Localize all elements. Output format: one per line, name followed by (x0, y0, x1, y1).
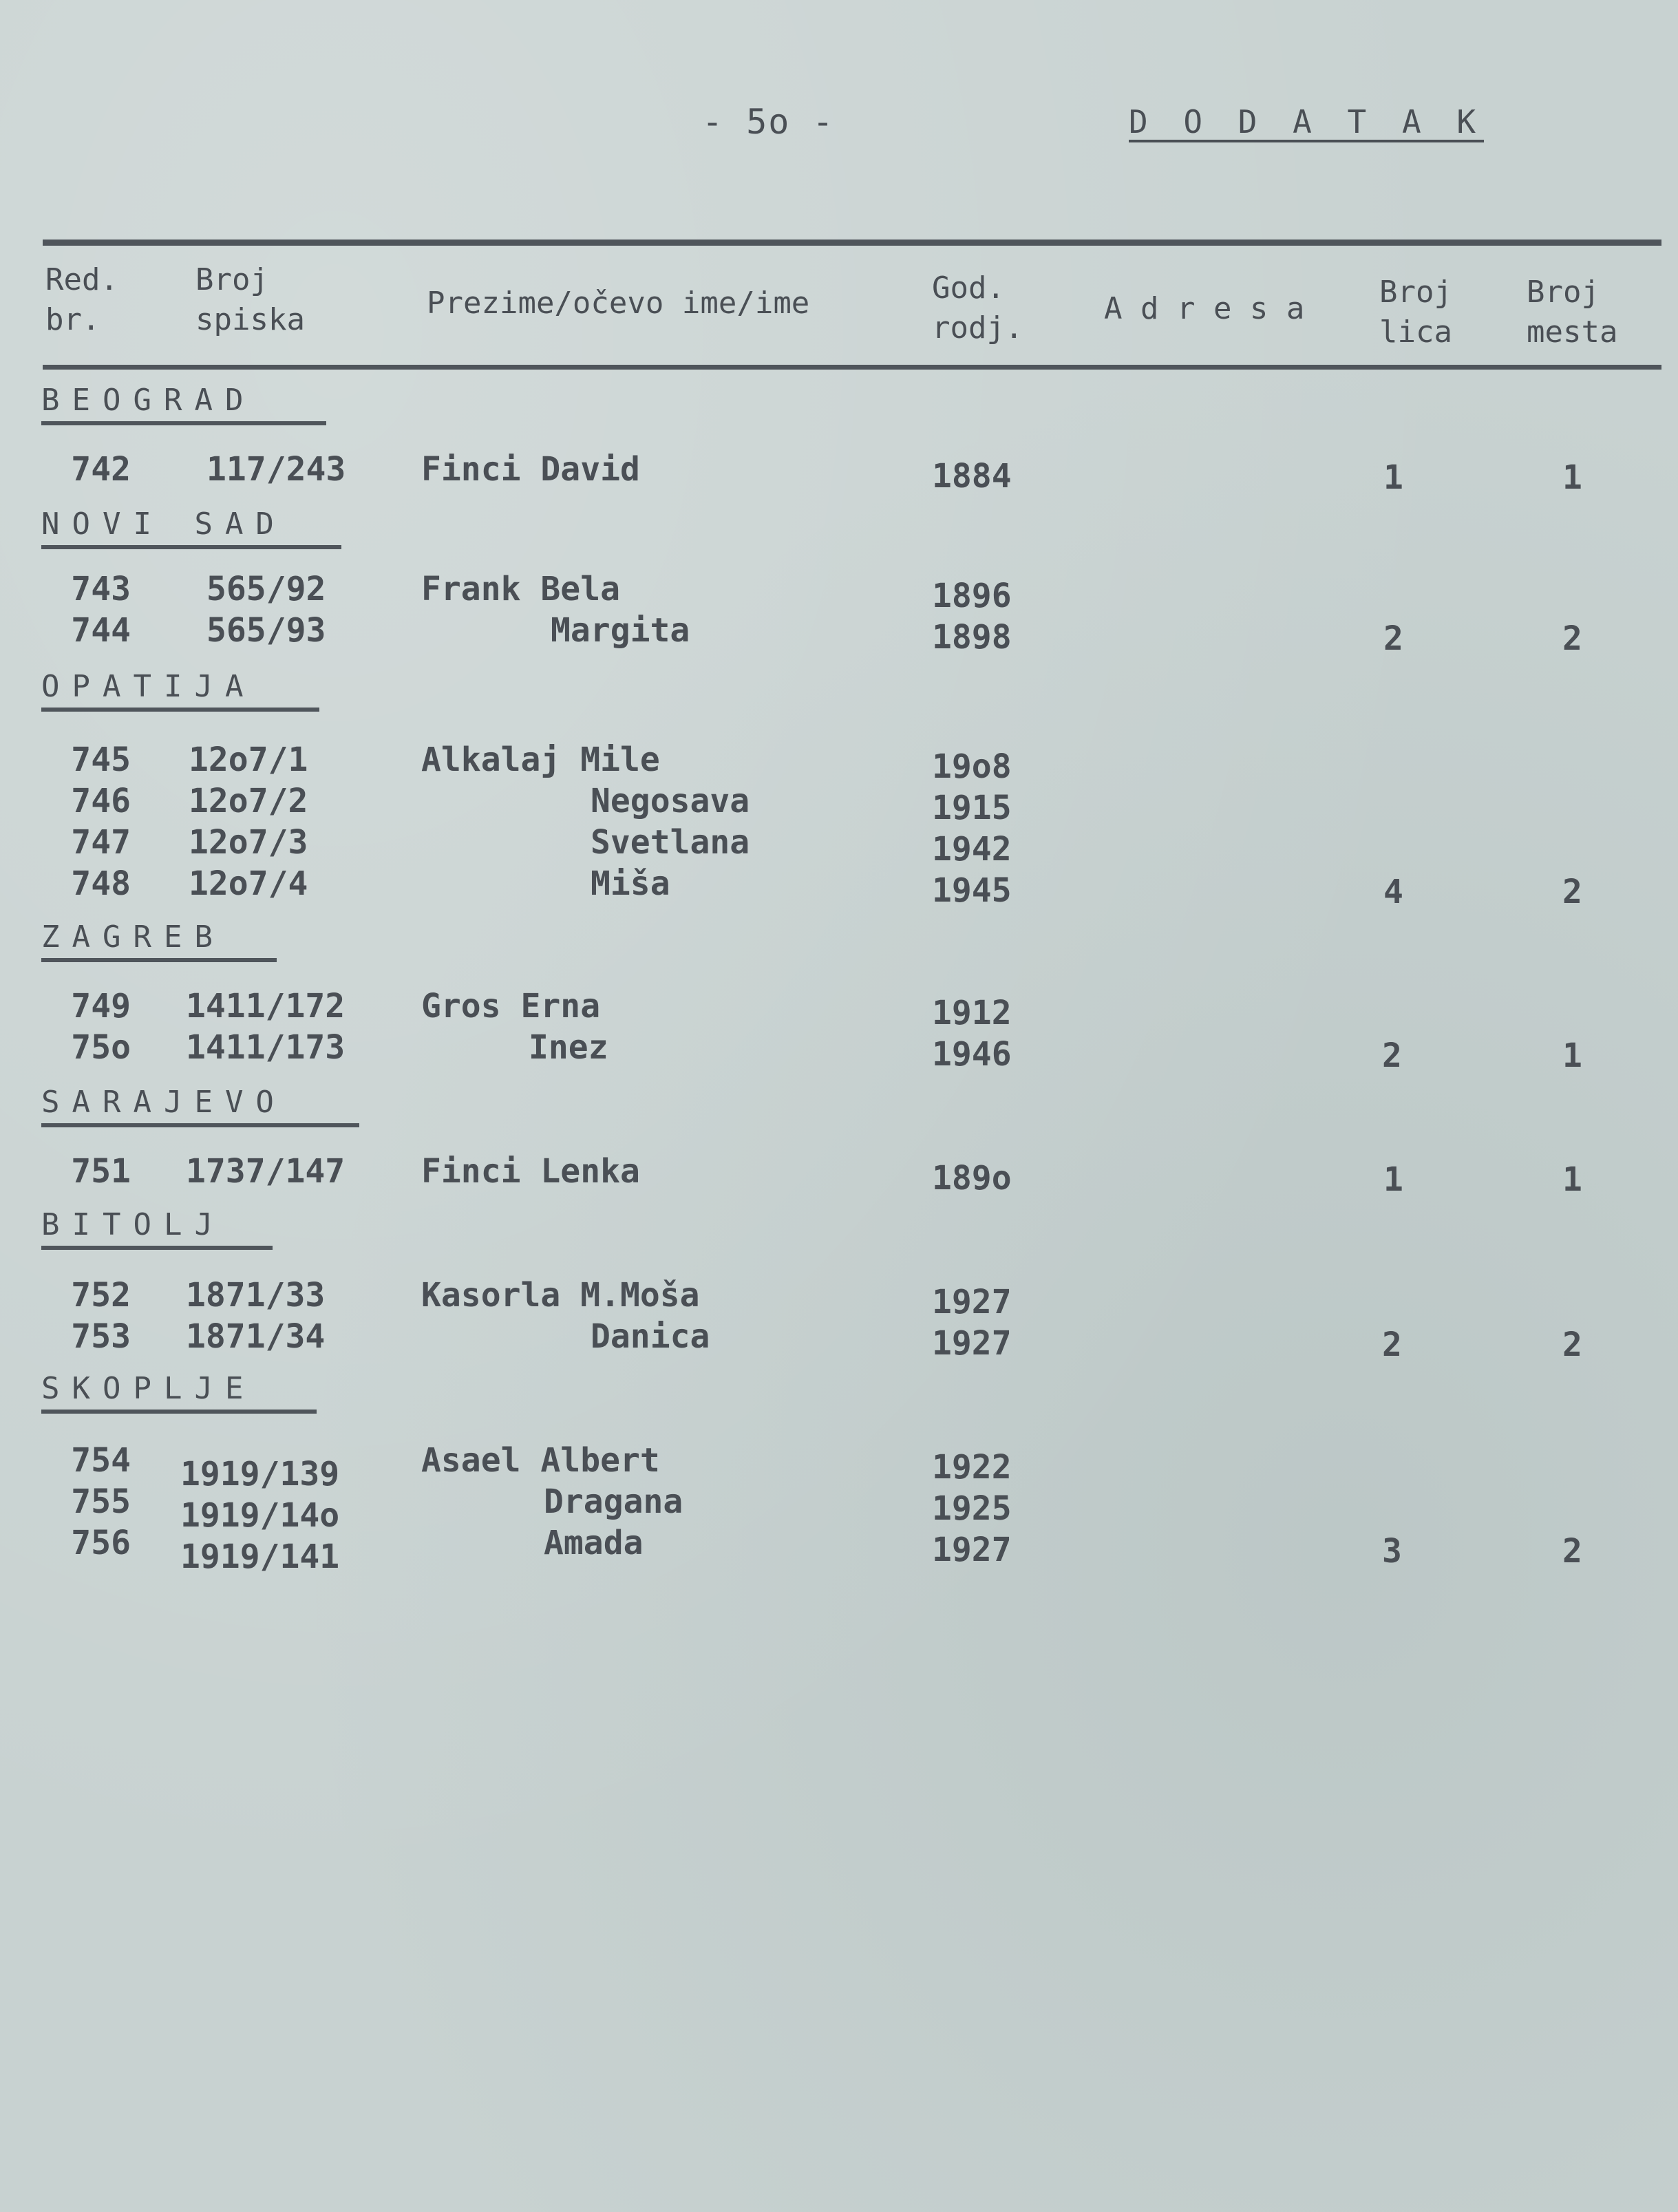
page-title: D O D A T A K (1129, 103, 1485, 140)
row-broj-lica: 2 (1382, 1326, 1402, 1364)
header-top-rule (43, 240, 1661, 246)
row-name: Danica (591, 1317, 710, 1356)
row-god-rodj: 1927 (932, 1283, 1012, 1321)
row-broj-spiska: 1411/173 (186, 1028, 346, 1067)
row-broj-spiska: 1411/172 (186, 987, 346, 1025)
header-god-rodj: God. rodj. (932, 270, 1023, 345)
row-name: Finci David (421, 450, 640, 489)
row-name: Dragana (544, 1482, 683, 1521)
header-broj-lica: Broj lica (1379, 275, 1452, 350)
header-prezime: Prezime/očevo ime/ime (427, 286, 810, 321)
row-broj-mesta: 2 (1562, 1532, 1582, 1571)
row-god-rodj: 1912 (932, 994, 1012, 1032)
row-red-br: 751 (71, 1152, 131, 1191)
row-broj-mesta: 2 (1562, 1326, 1582, 1364)
header-broj-spiska: Broj spiska (195, 262, 305, 337)
row-broj-spiska: 1871/34 (186, 1317, 326, 1356)
row-name: Svetlana (591, 823, 750, 862)
row-name: Alkalaj Mile (421, 741, 660, 779)
header-bottom-rule (43, 365, 1661, 370)
row-god-rodj: 1922 (932, 1448, 1012, 1487)
city-heading: SARAJEVO (41, 1085, 359, 1127)
row-red-br: 743 (71, 570, 131, 608)
row-broj-spiska: 12o7/4 (189, 864, 308, 903)
row-god-rodj: 1927 (932, 1324, 1012, 1363)
row-broj-spiska: 565/93 (206, 611, 326, 650)
row-name: Finci Lenka (421, 1152, 640, 1191)
row-broj-mesta: 2 (1562, 619, 1582, 658)
row-god-rodj: 1884 (932, 457, 1012, 496)
row-red-br: 749 (71, 987, 131, 1025)
row-god-rodj: 1946 (932, 1035, 1012, 1074)
row-red-br: 745 (71, 741, 131, 779)
row-red-br: 75o (71, 1028, 131, 1067)
row-broj-spiska: 12o7/2 (189, 782, 308, 820)
row-god-rodj: 1915 (932, 789, 1012, 827)
row-name: Gros Erna (421, 987, 601, 1025)
city-heading: ZAGREB (41, 919, 277, 962)
row-red-br: 748 (71, 864, 131, 903)
city-heading: BEOGRAD (41, 383, 326, 425)
row-god-rodj: 1942 (932, 830, 1012, 869)
city-heading: OPATIJA (41, 669, 319, 712)
row-broj-spiska: 1919/139 (180, 1455, 340, 1493)
row-name: Inez (529, 1028, 608, 1067)
row-name: Amada (544, 1524, 644, 1562)
row-broj-spiska: 1919/141 (180, 1538, 340, 1576)
row-broj-mesta: 1 (1562, 1036, 1582, 1075)
row-god-rodj: 1896 (932, 577, 1012, 615)
row-red-br: 755 (71, 1482, 131, 1521)
row-broj-lica: 4 (1383, 873, 1403, 911)
header-adresa: A d r e s a (1104, 291, 1305, 326)
city-heading: BITOLJ (41, 1207, 273, 1250)
row-name: Negosava (591, 782, 750, 820)
row-name: Frank Bela (421, 570, 620, 608)
row-broj-lica: 1 (1383, 1160, 1403, 1199)
row-red-br: 744 (71, 611, 131, 650)
row-broj-mesta: 1 (1562, 458, 1582, 497)
row-broj-spiska: 565/92 (206, 570, 326, 608)
row-broj-spiska: 1919/14o (180, 1496, 340, 1535)
row-broj-spiska: 117/243 (206, 450, 346, 489)
row-name: Margita (551, 611, 690, 650)
row-red-br: 754 (71, 1441, 131, 1480)
row-red-br: 753 (71, 1317, 131, 1356)
row-red-br: 756 (71, 1524, 131, 1562)
row-god-rodj: 1898 (932, 618, 1012, 657)
header-broj-mesta: Broj mesta (1527, 275, 1618, 350)
row-god-rodj: 1927 (932, 1531, 1012, 1569)
row-god-rodj: 19o8 (932, 747, 1012, 786)
row-broj-lica: 1 (1383, 458, 1403, 497)
row-god-rodj: 189o (932, 1159, 1012, 1198)
row-broj-spiska: 12o7/1 (189, 741, 308, 779)
row-red-br: 752 (71, 1276, 131, 1315)
row-broj-lica: 2 (1382, 1036, 1402, 1075)
city-heading: NOVI SAD (41, 507, 341, 549)
row-broj-lica: 3 (1382, 1532, 1402, 1571)
row-name: Kasorla M.Moša (421, 1276, 700, 1315)
row-red-br: 742 (71, 450, 131, 489)
row-name: Asael Albert (421, 1441, 660, 1480)
row-red-br: 746 (71, 782, 131, 820)
row-broj-mesta: 1 (1562, 1160, 1582, 1199)
city-heading: SKOPLJE (41, 1371, 317, 1414)
row-red-br: 747 (71, 823, 131, 862)
row-broj-spiska: 1871/33 (186, 1276, 326, 1315)
row-god-rodj: 1925 (932, 1489, 1012, 1528)
header-red-br: Red. br. (45, 262, 118, 337)
row-broj-lica: 2 (1383, 619, 1403, 658)
row-broj-spiska: 12o7/3 (189, 823, 308, 862)
row-god-rodj: 1945 (932, 871, 1012, 910)
row-broj-spiska: 1737/147 (186, 1152, 346, 1191)
row-broj-mesta: 2 (1562, 873, 1582, 911)
row-name: Miša (591, 864, 670, 903)
page-number: - 5o - (702, 102, 835, 142)
